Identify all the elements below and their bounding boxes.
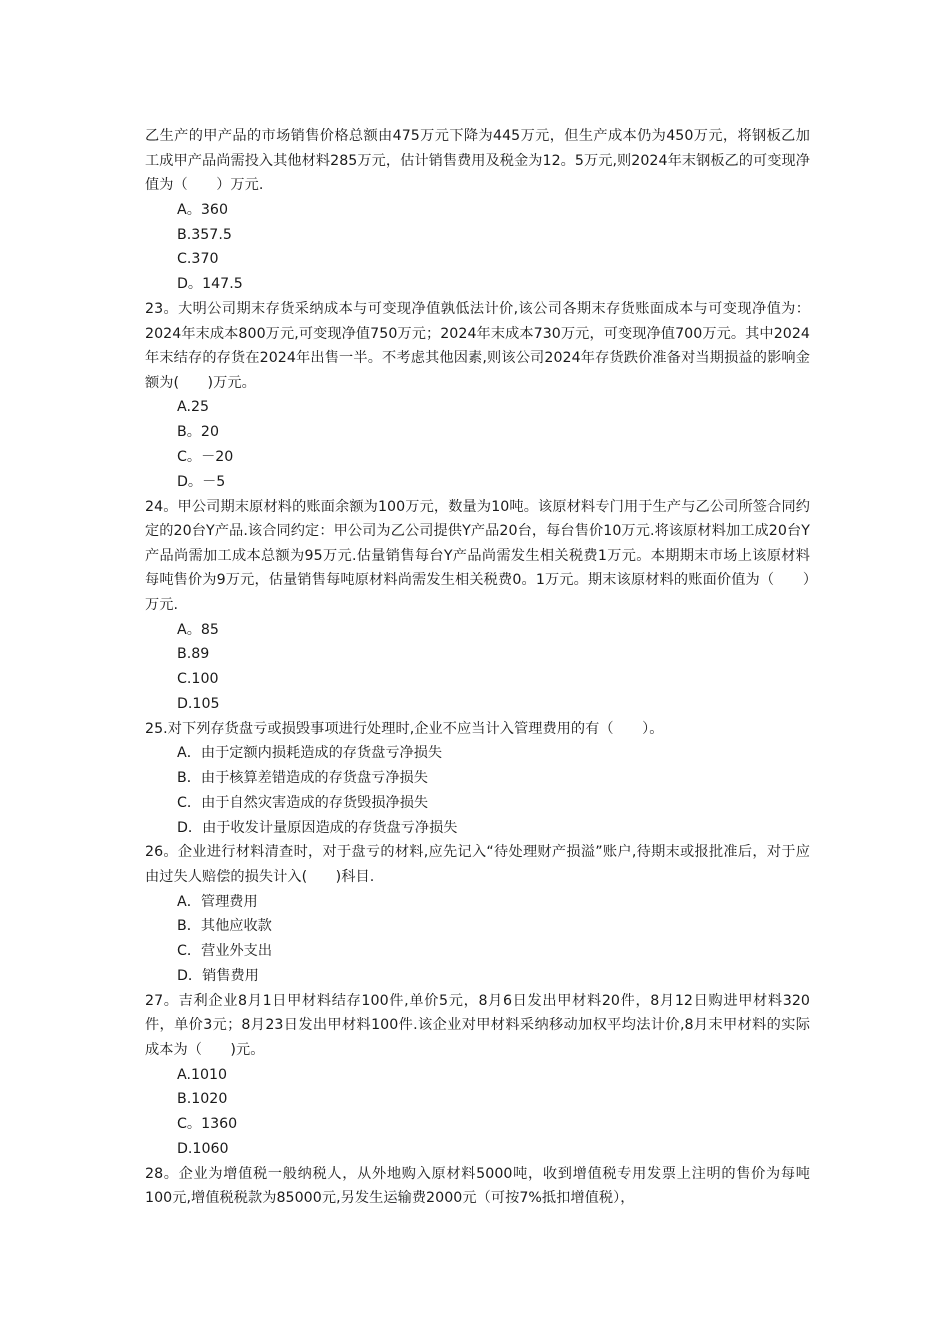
option-c: C．营业外支出 [177, 943, 273, 960]
option-c: C.100 [177, 671, 219, 688]
question-block-24 [145, 495, 810, 717]
question-stem: 26。企业进行材料清查时，对于盘亏的材料,应先记入“待处理财产损溢”账户,待期末或报批准后，对于应由过失人赔偿的损失计入( )科目. [145, 844, 810, 886]
question-block-22 [145, 124, 810, 297]
option-c: C.370 [177, 251, 219, 268]
question-block-27 [145, 989, 810, 1162]
option-b: B。20 [177, 424, 219, 441]
option-d: D。－5 [177, 473, 226, 490]
option-c: C。－20 [177, 448, 234, 465]
option-b: B.1020 [177, 1091, 228, 1108]
option-d: D．由于收发计量原因造成的存货盘亏净损失 [177, 819, 458, 836]
question-stem: 25.对下列存货盘亏或损毁事项进行处理时,企业不应当计入管理费用的有（ ）。 [145, 720, 664, 737]
question-stem: 24。甲公司期末原材料的账面余额为100万元，数量为10吨。该原材料专门用于生产与乙公司所签合同约定的20台Y产品.该合同约定：甲公司为乙公司提供Y产品20台，每台售价10万元.将该原材料加工成20台Y产品尚需加工成本总额为95万元.估量销售每台Y产品尚需发生相关税费1万元。本期期末市场上该原材料每吨售价为9万元，估量销售每吨原材料尚需发生相关税费0。1万元。期末该原材料的账面价值为（ ）万元. [145, 498, 810, 613]
option-d: D．销售费用 [177, 968, 259, 985]
option-c: C。1360 [177, 1116, 238, 1133]
option-a: A.25 [177, 399, 210, 416]
option-a: A．由于定额内损耗造成的存货盘亏净损失 [177, 745, 443, 762]
option-d: D.1060 [177, 1141, 229, 1158]
option-a: A。85 [177, 621, 219, 638]
question-stem: 27。吉利企业8月1日甲材料结存100件,单价5元，8月6日发出甲材料20件，8月12日购进甲材料320件，单价3元；8月23日发出甲材料100件.该企业对甲材料采纳移动加权平均法计价,8月末甲材料的实际成本为（ )元。 [145, 992, 810, 1059]
option-a: A。360 [177, 201, 228, 218]
document-content [145, 124, 810, 1211]
question-block-23 [145, 297, 810, 495]
option-b: B．其他应收款 [177, 918, 272, 935]
option-a: A．管理费用 [177, 893, 258, 910]
option-b: B．由于核算差错造成的存货盘亏净损失 [177, 770, 428, 787]
question-stem: 28。企业为增值税一般纳税人，从外地购入原材料5000吨，收到增值税专用发票上注明的售价为每吨100元,增值税税款为85000元,另发生运输费2000元（可按7%抵扣增值税）， [145, 1165, 810, 1207]
question-block-25 [145, 717, 810, 841]
option-b: B.89 [177, 646, 210, 663]
option-d: D.105 [177, 695, 220, 712]
question-block-28 [145, 1162, 810, 1211]
question-block-26 [145, 840, 810, 988]
option-d: D。147.5 [177, 276, 243, 293]
question-stem: 23。大明公司期末存货采纳成本与可变现净值孰低法计价,该公司各期末存货账面成本与可变现净值为：2024年末成本800万元,可变现净值750万元；2024年末成本730万元，可变现净值700万元。其中2024年末结存的存货在2024年出售一半。不考虑其他因素,则该公司2024年存货跌价准备对当期损益的影响金额为( )万元。 [145, 300, 810, 391]
option-c: C．由于自然灾害造成的存货毁损净损失 [177, 794, 429, 811]
question-stem: 乙生产的甲产品的市场销售价格总额由475万元下降为445万元，但生产成本仍为450万元，将钢板乙加工成甲产品尚需投入其他材料285万元，估计销售费用及税金为12。5万元,则2024年末钢板乙的可变现净值为（ ）万元. [145, 128, 810, 194]
option-b: B.357.5 [177, 226, 232, 243]
option-a: A.1010 [177, 1066, 228, 1083]
